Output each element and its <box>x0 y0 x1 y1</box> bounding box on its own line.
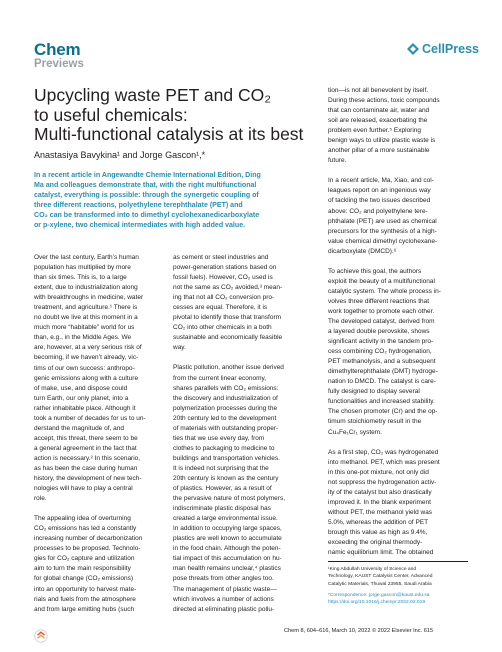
section-label: Previews <box>34 58 84 70</box>
text-line: aim to turn the main responsibility <box>34 565 131 573</box>
text-line: power-generation stations based on <box>173 264 277 272</box>
text-line: than, e.g., in the Middle Ages. We <box>34 334 132 342</box>
text-line: extent, due to industrialization along <box>34 284 138 292</box>
check-for-updates-icon[interactable] <box>34 629 48 643</box>
text-line: that can contaminate air, water and <box>328 107 430 115</box>
text-line: role. <box>34 495 47 503</box>
text-line: shares parallels with CO₂ emissions: <box>173 384 279 392</box>
text-line: a general agreement in the fact that <box>34 444 137 452</box>
text-line: volves three different reactions that <box>328 297 430 305</box>
text-line: derstand the magnitude of, and <box>34 424 124 432</box>
text-line: value chemical dimethyl cyclohexane- <box>328 237 438 245</box>
body-column-3 <box>328 86 468 558</box>
title-line: Multi-functional catalysis at its best <box>34 124 304 144</box>
text-line: It is indeed not surprising that the <box>173 464 269 472</box>
lead-paragraph <box>34 171 302 232</box>
paragraph-gap <box>328 438 468 448</box>
text-line: namic equilibrium limit. The obtained <box>328 549 434 557</box>
article-title <box>34 86 304 145</box>
paragraph-gap <box>34 504 164 514</box>
text-line: buildings and transportation vehicles. <box>173 454 280 462</box>
body-column-1 <box>34 253 164 615</box>
text-line: genic emissions along with a culture <box>34 374 139 382</box>
text-line: In addition to occupying large spaces, <box>173 525 282 533</box>
text-line: and from large emitting hubs (such <box>34 605 135 613</box>
text-line: catalytic system. The whole process in- <box>328 287 441 295</box>
text-line: CO₂ emissions has led a constantly <box>34 525 137 533</box>
text-line: of materials with outstanding proper- <box>173 424 279 432</box>
text-line: no doubt we live at this moment in a <box>34 314 138 322</box>
footnote-line: ¹King Abdullah University of Science and <box>328 567 417 572</box>
text-line: much more “habitable” world for us <box>34 324 135 332</box>
text-line: into methanol. PET, which was present <box>328 458 440 466</box>
lead-line: or p-xylene, two chemical intermediates with high added value. <box>34 222 246 230</box>
text-line: into an opportunity to harvest mate- <box>34 585 137 593</box>
text-line: increasing number of decarbonization <box>34 535 143 543</box>
text-line: the discovery and industrialization of <box>173 394 278 402</box>
text-line: not suppress the hydrogenation activ- <box>328 478 437 486</box>
text-line: Cu₄Fe₁Cr₁ system. <box>328 428 382 436</box>
text-line: ing that not all CO₂ conversion pro- <box>173 294 275 302</box>
text-line: The management of plastic waste— <box>173 585 277 593</box>
paragraph-gap <box>173 353 303 363</box>
text-line: cesses are equal. Therefore, it is <box>173 304 268 312</box>
text-line: with breakthroughs in medicine, water <box>34 294 144 302</box>
text-line: pivotal to identify those that transform <box>173 314 282 322</box>
lead-line: In a recent article in Angewandte Chemie International Edition, Ding <box>34 172 261 179</box>
text-line: benign ways to utilize plastic waste is <box>328 137 436 145</box>
lead-line: Ma and colleagues demonstrate that, with the right multifunctional <box>34 182 257 190</box>
text-line: future. <box>328 157 347 165</box>
text-line: are, however, at a very serious risk of <box>34 344 142 352</box>
text-line: population has multiplied by more <box>34 264 131 272</box>
publisher-name: CellPress <box>422 42 479 56</box>
text-line: as has been the case during human <box>34 464 138 472</box>
text-line: dicarboxylate (DMCD).⁶ <box>328 247 397 255</box>
footnote-line: https://doi.org/10.1016/j.chempr.2022.02.019 <box>328 600 426 606</box>
text-line: As a first step, CO₂ was hydrogenated <box>328 448 439 456</box>
text-line: soil are released, exacerbating the <box>328 117 428 125</box>
text-line: gies for CO₂ capture and utilization <box>34 555 135 563</box>
text-line: tial impact of this accumulation on hu- <box>173 555 282 563</box>
title-line: to useful chemicals: <box>34 104 188 125</box>
text-line: exceeding the original thermody- <box>328 538 423 546</box>
text-line: fully designed to display several <box>328 388 420 396</box>
text-line: way. <box>173 344 186 352</box>
text-line: without PET, the methanol yield was <box>328 508 433 516</box>
footnote-divider <box>328 561 468 562</box>
text-line: of make, use, and dispose could <box>34 384 128 392</box>
text-line: another pillar of a more sustainable <box>328 147 430 155</box>
text-line: leagues report on an ingenious way <box>328 187 431 195</box>
text-line: than six times. This is, to a large <box>34 274 127 282</box>
text-line: directed at eliminating plastic pollu- <box>173 605 275 613</box>
text-line: indiscriminate plastic disposal has <box>173 505 271 513</box>
text-line: phthalate (PET) are used as chemical <box>328 217 437 225</box>
text-line: 5.0%, whereas the addition of PET <box>328 518 429 526</box>
journal-name: Chem <box>34 40 81 59</box>
text-line: functionalities and increased stability. <box>328 398 435 406</box>
text-line: becoming, if we haven’t already, vic- <box>34 354 139 362</box>
text-line: turn Earth, our only planet, into a <box>34 394 129 402</box>
cellpress-logo-icon <box>407 43 419 55</box>
lead-line: three different reactions, polyethylene terephthalate (PET) and <box>34 202 243 210</box>
paragraph-gap <box>328 257 468 267</box>
text-line: To achieve this goal, the authors <box>328 267 422 275</box>
footnote-line: Technology, KAUST Catalysis Center, Advanced <box>328 574 433 580</box>
text-line: exploit the beauty of a multifunctional <box>328 277 435 285</box>
text-line: treatment, and agriculture.¹ There is <box>34 304 138 312</box>
text-line: polymerization processes during the <box>173 404 278 412</box>
text-line: CO₂ into other chemicals in a both <box>173 324 272 332</box>
text-line: timum stoichiometry result in the <box>328 418 422 426</box>
text-line: not the same as CO₂ avoided,³ mean- <box>173 284 283 292</box>
text-line: PET methanolysis, and a subsequent <box>328 358 436 366</box>
lead-line: catalyst, everything is possible: through the synergetic coupling of <box>34 192 259 200</box>
text-line: Over the last century, Earth’s human <box>34 254 139 261</box>
text-line: ity of the catalyst but also drastically <box>328 488 432 496</box>
text-line: processes to be proposed. Technolo- <box>34 545 141 553</box>
text-line: In a recent article, Ma, Xiao, and col- <box>328 177 434 185</box>
text-line: During these actions, toxic compounds <box>328 97 440 105</box>
text-line: of tackling the two issues described <box>328 197 431 205</box>
text-line: rials and fuels from the atmosphere <box>34 595 136 603</box>
text-line: for global change (CO₂ emissions) <box>34 575 133 583</box>
text-line: fossil fuels). However, CO₂ used is <box>173 274 273 282</box>
publisher-logo <box>407 42 479 56</box>
text-line: took a number of decades for us to un- <box>34 414 146 422</box>
text-line: problem even further.⁵ Exploring <box>328 127 422 135</box>
text-line: significant activity in the tandem pro- <box>328 338 434 346</box>
text-line: precursors for the synthesis of a high- <box>328 227 437 235</box>
author-list: Anastasiya Bavykina¹ and Jorge Gascon¹,* <box>34 150 206 160</box>
text-line: above: CO₂ and polyethylene tere- <box>328 207 428 215</box>
lead-line: CO₂ can be transformed into to dimethyl cyclohexanedicarboxylate <box>34 212 260 220</box>
text-line: improved it. In the blank experiment <box>328 498 431 506</box>
text-line: pose threats from other angles too. <box>173 575 274 583</box>
footnote-line: *Correspondence: jorge.gascon@kaust.edu.sa <box>328 592 430 598</box>
body-column-2 <box>173 253 303 615</box>
text-line: accept, this threat, there seem to be <box>34 434 138 442</box>
text-line: Plastic pollution, another issue derived <box>173 364 284 372</box>
text-line: tion—is not all benevolent by itself. <box>328 87 429 94</box>
text-line: history, the development of new tech- <box>34 475 142 483</box>
text-line: The chosen promoter (Cr) and the op- <box>328 408 438 416</box>
text-line: man health remains unclear,⁴ plastics <box>173 565 281 573</box>
text-line: cess combining CO₂ hydrogenation, <box>328 348 432 356</box>
title-line: Upcycling waste PET and CO₂ <box>34 85 271 105</box>
text-line: from the current linear economy, <box>173 374 267 382</box>
text-line: action is necessary.² In this scenario, <box>34 454 141 462</box>
text-line: The appealing idea of overturning <box>34 515 131 523</box>
text-line: clothes to packaging to medicine to <box>173 444 275 452</box>
text-line: nation to DMCD. The catalyst is care- <box>328 378 436 386</box>
text-line: sustainable and economically feasible <box>173 334 283 342</box>
text-line: 20th century is known as the century <box>173 474 279 482</box>
text-line: plastics are well known to accumulate <box>173 535 282 543</box>
text-line: in the food chain. Although the poten- <box>173 545 281 553</box>
text-line: the pervasive nature of most polymers, <box>173 495 285 503</box>
page-footer: Chem 8, 604–616, March 10, 2022 © 2022 Elsevier Inc. 615 <box>284 628 434 634</box>
text-line: nologies will have to play a central <box>34 485 133 493</box>
text-line: work together to promote each other. <box>328 307 435 315</box>
text-line: as cement or steel industries and <box>173 254 269 261</box>
text-line: in this one-pot mixture, not only did <box>328 468 429 476</box>
text-line: created a large environmental issue. <box>173 515 278 523</box>
paragraph-gap <box>328 166 468 176</box>
text-line: a layered double perovskite, shows <box>328 328 430 336</box>
text-line: which involves a number of actions <box>173 595 274 603</box>
text-line: brough this value as high as 9.4%, <box>328 528 428 536</box>
text-line: of plastics. However, as a result of <box>173 485 272 493</box>
text-line: dimethylterephthalate (DMT) hydroge- <box>328 368 438 376</box>
text-line: The developed catalyst, derived from <box>328 317 435 325</box>
text-line: rather inhabitable place. Although it <box>34 404 136 412</box>
text-line: tims of our own success: anthropo- <box>34 364 135 372</box>
footnote-line: Catalytic Materials, Thuwal 23955, Saudi Arabia <box>328 581 432 587</box>
text-line: ties that we use every day, from <box>173 434 265 442</box>
text-line: 20th century led to the development <box>173 414 277 422</box>
